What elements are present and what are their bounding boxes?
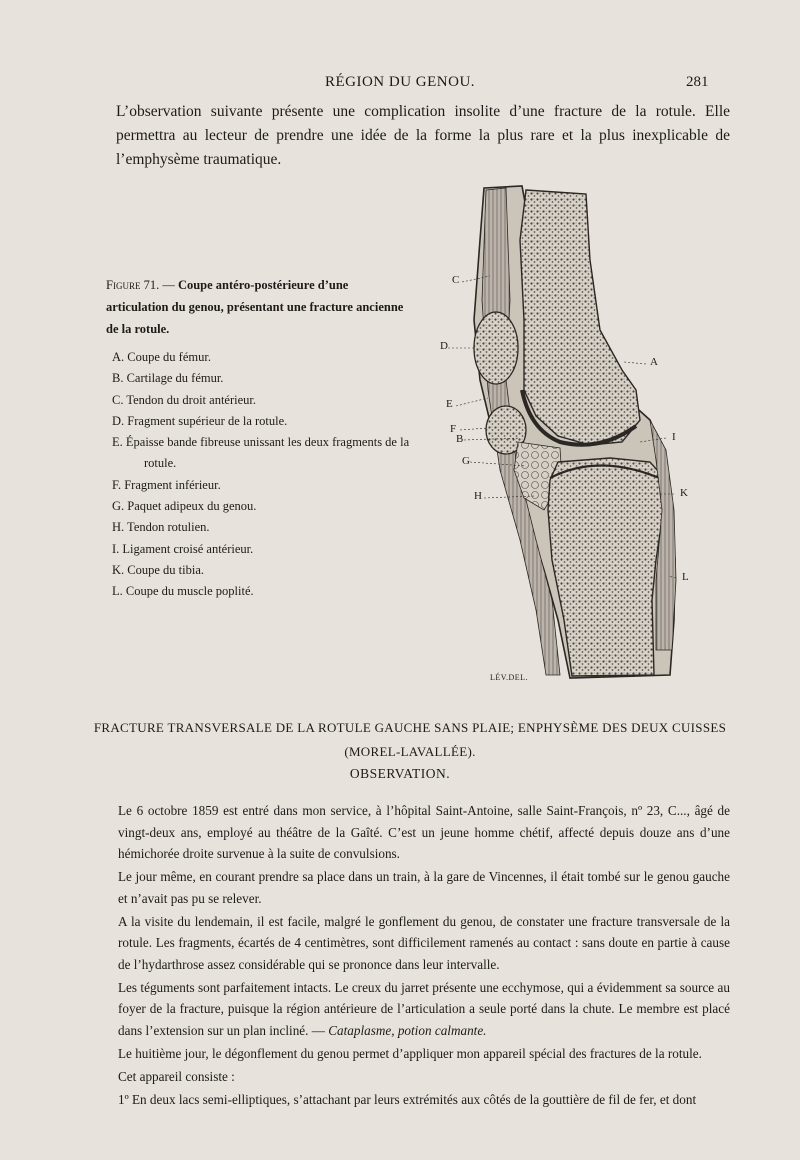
legend-item: E. Épaisse bande fibreuse unissant les deux fragments de la rotule. (112, 435, 410, 471)
prescription: Cataplasme, potion calmante. (328, 1022, 487, 1038)
legend-item: C. Tendon du droit antérieur. (112, 392, 257, 407)
paragraph: Cet appareil consiste : (118, 1068, 235, 1084)
figure-letter-l: L (682, 571, 689, 583)
figure-letter-i: I (672, 431, 676, 443)
figure-letter-h: H (474, 490, 482, 502)
figure-letter-e: E (446, 398, 453, 410)
paragraph: Le jour même, en courant prendre sa place dans un train, à la gare de Vincennes, il était tombé sur le genou gauche et n’avait pas pu se relever. (118, 869, 730, 906)
figure-caption (106, 274, 410, 340)
legend-item: D. Fragment supérieur de la rotule. (112, 413, 288, 428)
legend-item: L. Coupe du muscle poplité. (112, 584, 254, 599)
page-number: 281 (686, 74, 709, 90)
knee-section-drawing (440, 180, 720, 690)
running-title: RÉGION DU GENOU. (324, 74, 476, 90)
figure-caption-dash: — (159, 278, 178, 292)
paragraph: A la visite du lendemain, il est facile, malgré le gonflement du genou, de constater une fracture transversale de la rotule. Les fragments, écartés de 4 centimètres, sont difficilement ramenés au contact : sans doute en partie à cause de l’hydarthrose assez considérable qui se prononce dans leur intervalle. (118, 913, 730, 972)
section-heading: OBSERVATION. (349, 766, 451, 781)
figure-letter-a: A (650, 356, 658, 368)
figure-letter-f: F (450, 423, 457, 435)
legend-item: H. Tendon rotulien. (112, 520, 210, 535)
figure-caption-title: Coupe antéro-postérieure d’une articulation du genou, présentant une fracture ancienne de la rotule. (106, 278, 404, 336)
figure-letter-g: G (462, 455, 470, 467)
figure-legend (106, 347, 416, 603)
knee-section-engraving (440, 180, 720, 690)
legend-item: I. Ligament croisé antérieur. (112, 541, 254, 556)
legend-item: K. Coupe du tibia. (112, 562, 205, 577)
figure-letter-d: D (440, 340, 448, 352)
legend-item: B. Cartilage du fémur. (112, 371, 224, 386)
legend-item: A. Coupe du fémur. (112, 350, 211, 364)
paragraph: Le huitième jour, le dégonflement du genou permet d’appliquer mon appareil spécial des fractures de la rotule. (118, 1045, 702, 1061)
paragraph (118, 977, 730, 1042)
figure-letter-k: K (680, 487, 688, 499)
engraver-signature: LÉV.DEL. (490, 673, 529, 682)
paragraph: 1º En deux lacs semi-elliptiques, s’attachant par leurs extrémités aux côtés de la gouttière de fil de fer, et dont (118, 1091, 697, 1107)
figure-label: Figure 71. (106, 278, 160, 292)
case-heading: FRACTURE TRANSVERSALE DE LA ROTULE GAUCHE SANS PLAIE; ENPHYSÈME DES DEUX CUISSES (MOREL-LAVALLÉE). (93, 720, 727, 759)
paragraph-text: Les téguments sont parfaitement intacts. Le creux du jarret présente une ecchymose, qui a évidemment sa source au foyer de la fracture, puisque la région antérieure de l’articulation a seule porté dans la chute. Le membre est placé dans l’extension sur un plan incliné. — (118, 979, 730, 1038)
legend-item: F. Fragment inférieur. (112, 477, 221, 492)
intro-paragraph: L’observation suivante présente une complication insolite d’une fracture de la rotule. Elle permettra au lecteur de prendre une idée de la forme la plus rare et la plus inexplicable de l’emphysème traumatique. (116, 103, 730, 168)
figure-letter-b: B (456, 433, 464, 445)
observation-text (118, 800, 730, 1112)
running-head (0, 74, 800, 94)
legend-item: G. Paquet adipeux du genou. (112, 499, 257, 514)
figure-letter-c: C (452, 274, 460, 286)
paragraph: Le 6 octobre 1859 est entré dans mon service, à l’hôpital Saint-Antoine, salle Saint-François, nº 23, C..., âgé de vingt-deux ans, employé au théâtre de la Gaîté. C’est un jeune homme chétif, affecté depuis douze ans d’une hémichorée droite survenue à la suite de convulsions. (118, 803, 730, 861)
